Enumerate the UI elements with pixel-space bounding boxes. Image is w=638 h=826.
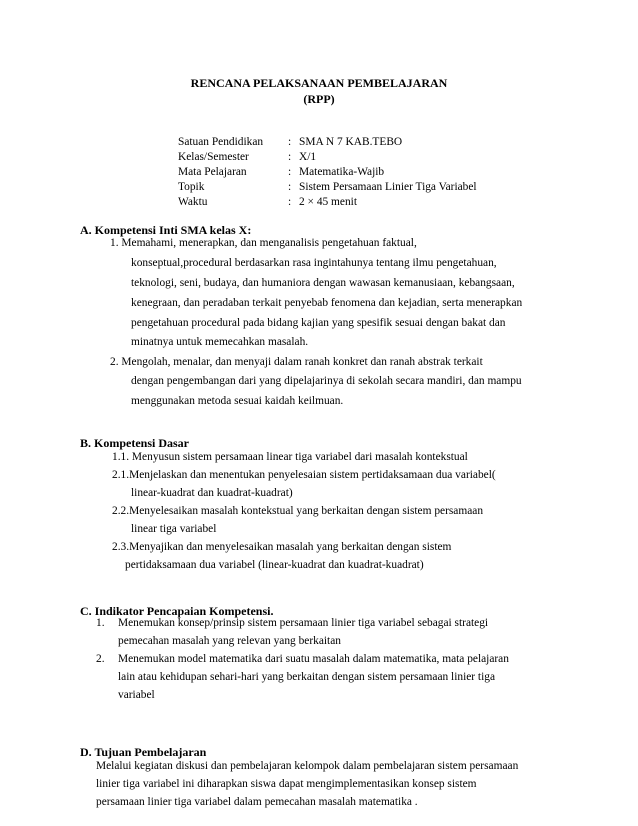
section-a-line: kenegraan, dan peradaban terkait penyebab fenomena dan kejadian, serta menerapkan <box>131 297 523 309</box>
section-b-line: linear-kuadrat dan kuadrat-kuadrat) <box>131 487 293 499</box>
section-b-heading: B. Kompetensi Dasar <box>80 436 189 450</box>
section-a-line: minatnya untuk memecahkan masalah. <box>131 336 309 348</box>
section-a-heading: A. Kompetensi Inti SMA kelas X: <box>80 223 252 237</box>
document-title: RENCANA PELAKSANAAN PEMBELAJARAN <box>190 76 448 90</box>
section-b-line: linear tiga variabel <box>131 523 217 535</box>
meta-value: SMA N 7 KAB.TEBO <box>299 136 403 148</box>
section-d-heading: D. Tujuan Pembelajaran <box>80 745 207 759</box>
indicator-line: Menemukan model matematika dari suatu masalah dalam matematika, mata pelajaran <box>118 653 509 665</box>
section-b-line: 1.1. Menyusun sistem persamaan linear tiga variabel dari masalah kontekstual <box>112 451 468 463</box>
meta-colon: : <box>288 196 292 208</box>
meta-label: Mata Pelajaran <box>178 166 247 178</box>
section-b-line: 2.1.Menjelaskan dan menentukan penyelesaian sistem pertidaksamaan dua variabel( <box>112 469 496 481</box>
meta-colon: : <box>288 181 292 193</box>
meta-value: 2 × 45 menit <box>299 196 357 208</box>
indicator-number: 1. <box>96 617 105 629</box>
indicator-line: pemecahan masalah yang relevan yang berkaitan <box>118 635 341 647</box>
indicator-number: 2. <box>96 653 105 665</box>
section-b-line: 2.3.Menyajikan dan menyelesaikan masalah yang berkaitan dengan sistem <box>112 541 452 553</box>
indicator-line: Menemukan konsep/prinsip sistem persamaan linier tiga variabel sebagai strategi <box>118 617 489 629</box>
indicator-line: variabel <box>118 689 155 701</box>
section-a-line: dengan pengembangan dari yang dipelajarinya di sekolah secara mandiri, dan mampu <box>131 375 522 387</box>
section-a-line: 2. Mengolah, menalar, dan menyaji dalam ranah konkret dan ranah abstrak terkait <box>110 356 483 368</box>
meta-colon: : <box>288 166 292 178</box>
meta-value: Sistem Persamaan Linier Tiga Variabel <box>299 181 477 193</box>
meta-label: Waktu <box>178 196 208 208</box>
section-b-line: 2.2.Menyelesaikan masalah kontekstual yang berkaitan dengan sistem persamaan <box>112 505 484 517</box>
section-a-line: 1. Memahami, menerapkan, dan menganalisis pengetahuan faktual, <box>110 237 417 249</box>
section-d-line: linier tiga variabel ini diharapkan siswa dapat mengimplementasikan konsep sistem <box>96 778 477 790</box>
section-a-line: teknologi, seni, budaya, dan humaniora dengan wawasan kemanusiaan, kebangsaan, <box>131 277 515 289</box>
section-c-heading: C. Indikator Pencapaian Kompetensi. <box>80 604 274 618</box>
meta-colon: : <box>288 151 292 163</box>
section-d-line: Melalui kegiatan diskusi dan pembelajaran kelompok dalam pembelajaran sistem persamaan <box>96 760 519 772</box>
meta-value: X/1 <box>299 151 317 163</box>
section-d-line: persamaan linier tiga variabel dalam pemecahan masalah matematika . <box>96 796 418 808</box>
meta-label: Kelas/Semester <box>178 151 249 163</box>
document-subtitle: (RPP) <box>303 92 335 106</box>
meta-label: Topik <box>178 181 205 193</box>
meta-label: Satuan Pendidikan <box>178 136 264 148</box>
section-a-line: menggunakan metoda sesuai kaidah keilmuan. <box>131 395 344 407</box>
meta-colon: : <box>288 136 292 148</box>
meta-value: Matematika-Wajib <box>299 166 385 178</box>
section-b-line: pertidaksamaan dua variabel (linear-kuadrat dan kuadrat-kuadrat) <box>125 559 424 571</box>
section-a-line: pengetahuan procedural pada bidang kajian yang spesifik sesuai dengan bakat dan <box>131 317 506 329</box>
section-a-line: konseptual,procedural berdasarkan rasa ingintahunya tentang ilmu pengetahuan, <box>131 257 497 269</box>
indicator-line: lain atau kehidupan sehari-hari yang berkaitan dengan sistem persamaan linier tiga <box>118 671 496 683</box>
